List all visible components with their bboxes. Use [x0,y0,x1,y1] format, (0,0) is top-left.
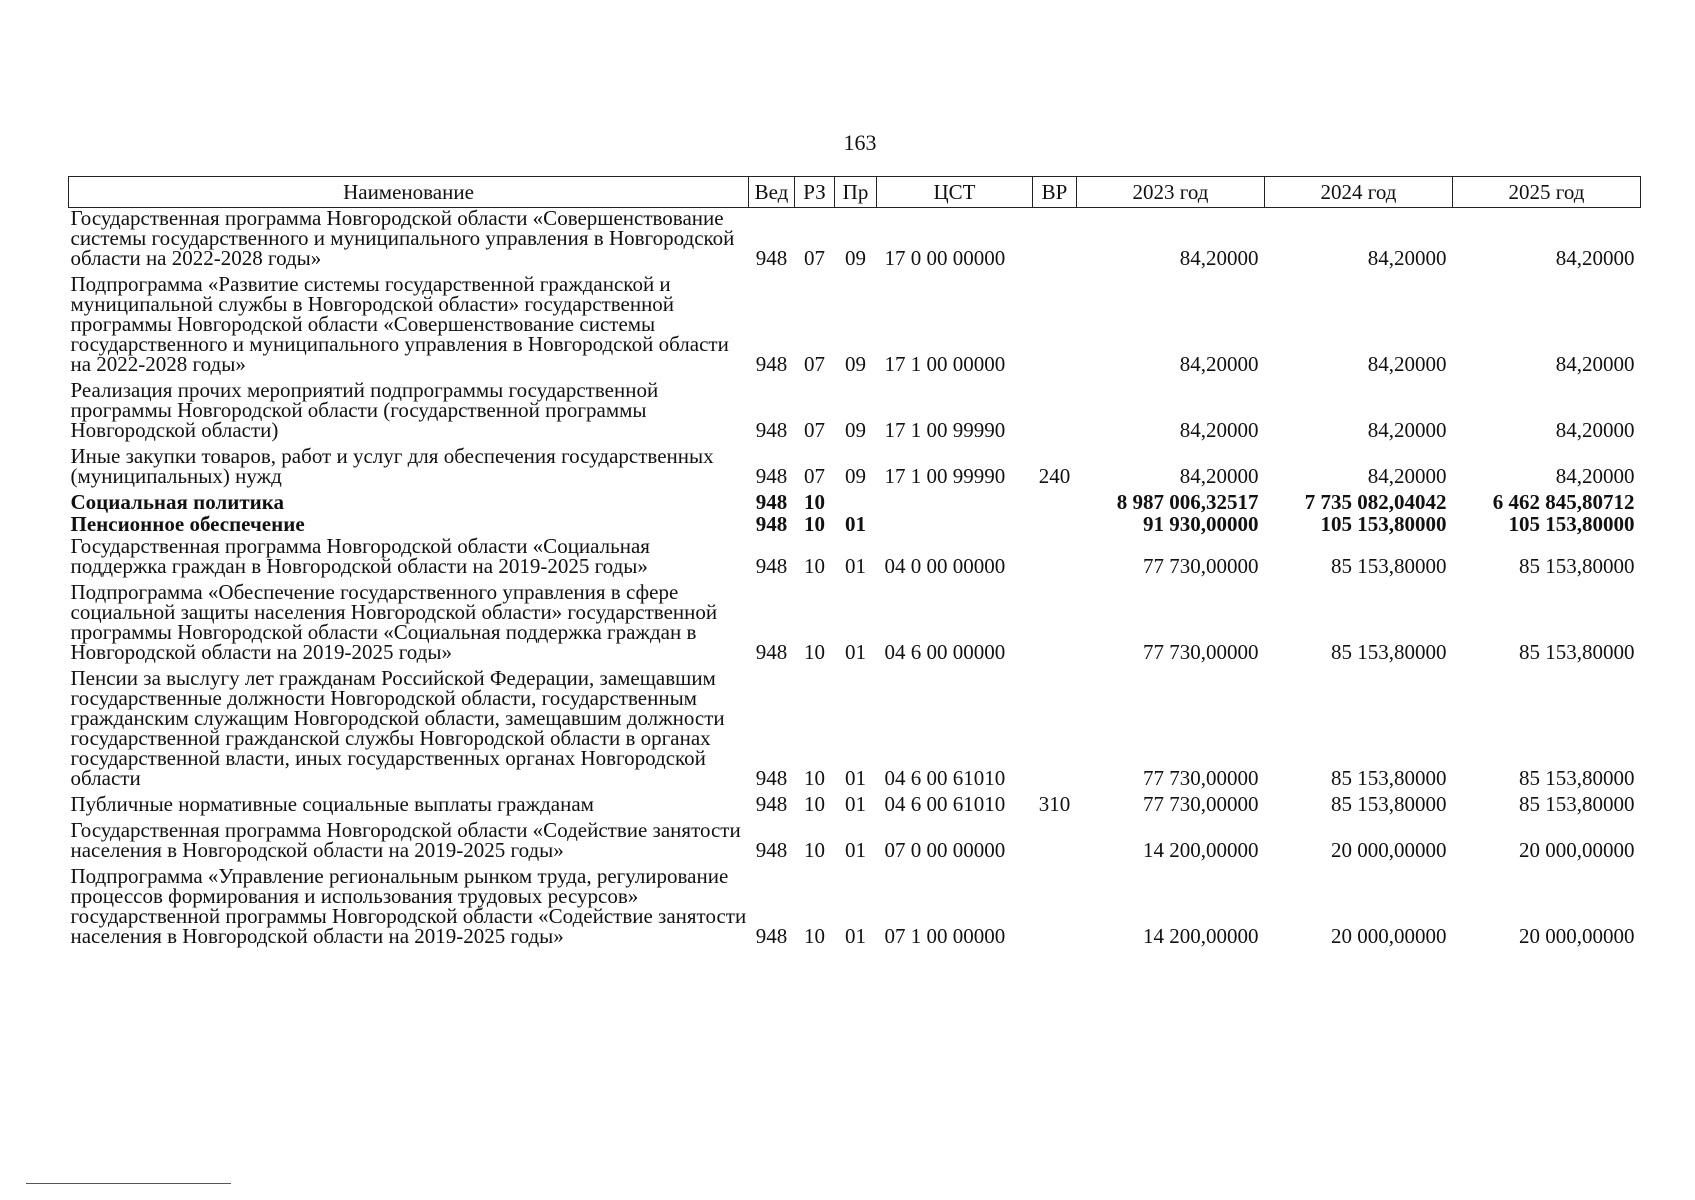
row-vr [1033,380,1077,446]
row-rz: 07 [804,246,825,270]
row-vr [1033,514,1077,536]
row-amount-2025: 85 153,80000 [1519,792,1635,816]
header-name: Наименование [69,177,749,208]
row-amount-2023: 77 730,00000 [1143,792,1259,816]
header-2024: 2024 год [1265,177,1453,208]
table-body [69,208,1641,953]
table-row [69,668,1641,794]
row-vr [1033,274,1077,380]
row-amount-2023: 84,20000 [1179,418,1259,442]
row-vr: 240 [1038,464,1071,488]
row-amount-2023: 8 987 006,32517 [1116,490,1259,514]
row-name: Подпрограмма «Обеспечение государственного управления в сфере социальной защиты населения Новгородской области» государственной программы Новгородской области «Социальная поддержка граждан в Новгородской области на 2019-2025 годы» [70,580,718,664]
row-rz: 10 [804,490,825,514]
row-amount-2025: 105 153,80000 [1508,512,1635,536]
row-pr: 01 [845,838,866,862]
header-vr: ВР [1033,177,1077,208]
header-ved: Вед [749,177,795,208]
row-rz: 10 [804,924,825,948]
table-row [69,820,1641,866]
row-amount-2024: 85 153,80000 [1331,554,1447,578]
row-rz: 07 [804,464,825,488]
row-amount-2024: 20 000,00000 [1331,838,1447,862]
row-name: Социальная политика [70,490,285,514]
row-ved: 948 [755,246,788,270]
row-vr [1033,668,1077,794]
row-ved: 948 [755,464,788,488]
row-pr: 01 [845,512,866,536]
row-rz: 10 [804,838,825,862]
row-amount-2023: 77 730,00000 [1143,554,1259,578]
row-ved: 948 [755,352,788,376]
row-ved: 948 [755,640,788,664]
row-pr: 01 [845,924,866,948]
row-amount-2025: 85 153,80000 [1519,640,1635,664]
row-ved: 948 [755,554,788,578]
row-amount-2025: 84,20000 [1555,246,1635,270]
row-ved: 948 [755,490,788,514]
row-name: Государственная программа Новгородской области «Содействие занятости населения в Новгородской области на 2019-2025 годы» [70,818,741,862]
row-vr [1033,866,1077,952]
row-rz: 10 [804,766,825,790]
budget-table [68,176,1641,952]
row-cst: 17 0 00 00000 [884,246,1006,270]
row-amount-2023: 91 930,00000 [1143,512,1259,536]
row-amount-2024: 85 153,80000 [1331,766,1447,790]
footer-divider [26,1183,231,1184]
row-amount-2024: 84,20000 [1367,464,1447,488]
row-pr: 09 [845,352,866,376]
row-rz: 10 [804,640,825,664]
row-pr: 09 [845,418,866,442]
header-pr: Пр [835,177,877,208]
row-amount-2025: 85 153,80000 [1519,766,1635,790]
row-amount-2024: 20 000,00000 [1331,924,1447,948]
row-amount-2025: 84,20000 [1555,352,1635,376]
row-amount-2025: 20 000,00000 [1519,838,1635,862]
row-name: Подпрограмма «Управление региональным рынком труда, регулирование процессов формирования и использования трудовых ресурсов» государственной программы Новгородской области «Содействие занятости населения в Новгородской области на 2019-2025 годы» [70,864,747,948]
table-row [69,582,1641,668]
row-cst: 04 0 00 00000 [884,554,1006,578]
row-ved: 948 [755,766,788,790]
table-row [69,380,1641,446]
row-pr: 01 [845,640,866,664]
row-rz: 10 [804,792,825,816]
table-row [69,794,1641,820]
row-cst: 07 1 00 00000 [884,924,1006,948]
row-amount-2023: 84,20000 [1179,246,1259,270]
row-vr [1033,492,1077,514]
row-amount-2024: 85 153,80000 [1331,640,1447,664]
row-amount-2024: 7 735 082,04042 [1304,490,1447,514]
row-name: Подпрограмма «Развитие системы государственной гражданской и муниципальной службы в Новгородской области» государственной программы Новгородской области «Совершенствование системы государственного и муниципального управления в Новгородской области на 2022-2028 годы» [70,272,729,376]
row-ved: 948 [755,924,788,948]
row-amount-2024: 85 153,80000 [1331,792,1447,816]
row-pr: 01 [845,554,866,578]
row-amount-2025: 85 153,80000 [1519,554,1635,578]
row-vr [1033,208,1077,275]
row-name: Пенсионное обеспечение [70,512,305,536]
row-cst: 04 6 00 61010 [884,792,1006,816]
row-cst: 04 6 00 61010 [884,766,1006,790]
row-pr: 09 [845,464,866,488]
row-amount-2024: 84,20000 [1367,418,1447,442]
table-row [69,492,1641,514]
row-pr: 01 [845,766,866,790]
row-amount-2023: 14 200,00000 [1143,924,1259,948]
row-rz: 07 [804,418,825,442]
row-amount-2024: 105 153,80000 [1320,512,1447,536]
row-ved: 948 [755,512,788,536]
row-rz: 10 [804,554,825,578]
table-row [69,514,1641,536]
row-amount-2025: 20 000,00000 [1519,924,1635,948]
row-amount-2024: 84,20000 [1367,246,1447,270]
header-2023: 2023 год [1077,177,1265,208]
row-amount-2023: 84,20000 [1179,464,1259,488]
row-amount-2024: 84,20000 [1367,352,1447,376]
table-row [69,866,1641,952]
header-cst: ЦСТ [877,177,1033,208]
row-name: Пенсии за выслугу лет гражданам Российской Федерации, замещавшим государственные должности Новгородской области, государственным гражданским служащим Новгородской области, замещавшим должности государственной гражданской службы Новгородской области в органах государственной власти, иных государственных органах Новгородской области [70,666,725,790]
header-2025: 2025 год [1453,177,1641,208]
row-pr [835,492,877,514]
row-amount-2025: 84,20000 [1555,464,1635,488]
row-pr: 01 [845,792,866,816]
row-name: Государственная программа Новгородской области «Совершенствование системы государственного и муниципального управления в Новгородской области на 2022-2028 годы» [70,206,735,270]
row-amount-2025: 84,20000 [1555,418,1635,442]
table-header-row [69,177,1641,208]
row-amount-2025: 6 462 845,80712 [1492,490,1635,514]
row-amount-2023: 77 730,00000 [1143,766,1259,790]
table-row [69,274,1641,380]
row-amount-2023: 77 730,00000 [1143,640,1259,664]
row-pr: 09 [845,246,866,270]
row-amount-2023: 84,20000 [1179,352,1259,376]
table-row [69,446,1641,492]
row-ved: 948 [755,792,788,816]
row-cst: 17 1 00 99990 [884,464,1006,488]
page-number: 163 [843,130,877,155]
row-name: Иные закупки товаров, работ и услуг для обеспечения государственных (муниципальных) нужд [70,444,714,488]
row-rz: 07 [804,352,825,376]
row-name: Публичные нормативные социальные выплаты гражданам [70,792,594,816]
row-rz: 10 [804,512,825,536]
row-vr [1033,536,1077,582]
row-vr [1033,820,1077,866]
row-vr [1033,582,1077,668]
row-vr: 310 [1038,792,1071,816]
row-cst: 07 0 00 00000 [884,838,1006,862]
row-amount-2023: 14 200,00000 [1143,838,1259,862]
row-cst [877,514,1033,536]
row-cst [877,492,1033,514]
row-ved: 948 [755,838,788,862]
header-rz: РЗ [795,177,835,208]
row-name: Государственная программа Новгородской области «Социальная поддержка граждан в Новгородской области на 2019-2025 годы» [70,534,650,578]
row-cst: 04 6 00 00000 [884,640,1006,664]
table-row [69,536,1641,582]
row-ved: 948 [755,418,788,442]
table-row [69,208,1641,275]
row-name: Реализация прочих мероприятий подпрограммы государственной программы Новгородской области (государственной программы Новгородской области) [70,378,659,442]
row-cst: 17 1 00 00000 [884,352,1006,376]
row-cst: 17 1 00 99990 [884,418,1006,442]
